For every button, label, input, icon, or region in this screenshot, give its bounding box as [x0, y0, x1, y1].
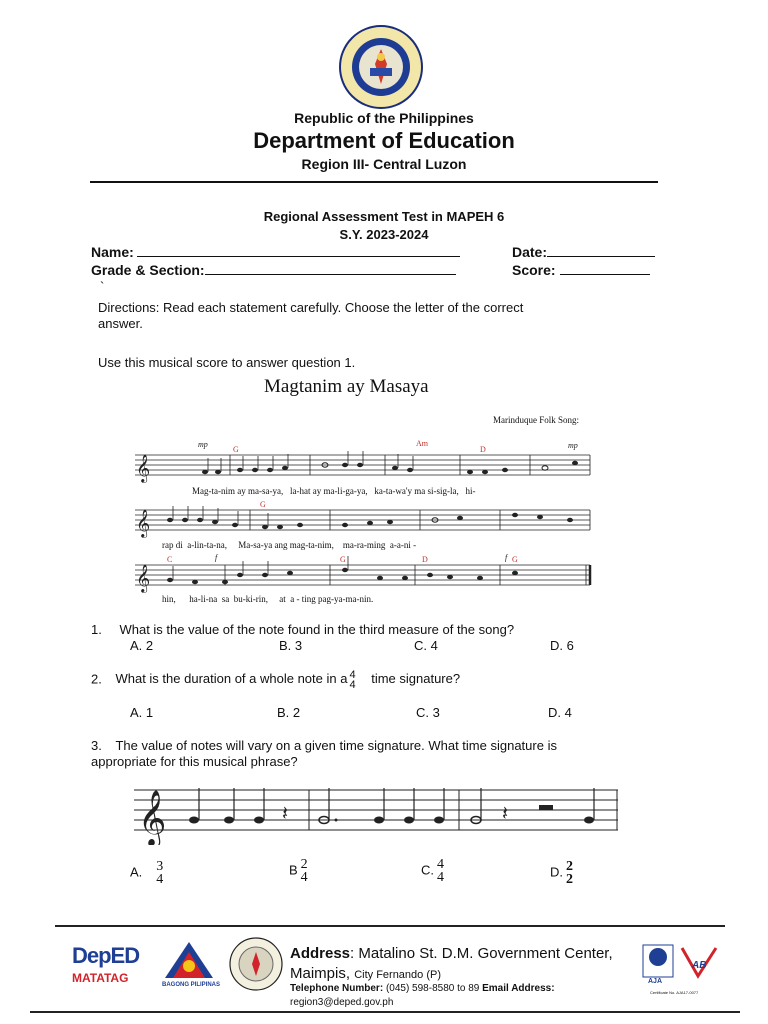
aja-text: AJA [648, 978, 663, 985]
certificate-number: Certificate No. AJA17-0077 [650, 990, 699, 995]
q1-choice-a[interactable]: A. 2 [130, 638, 154, 653]
footer-contact-line [290, 983, 555, 994]
q3-c-bottom: 4 [437, 870, 444, 885]
svg-text:AB: AB [692, 960, 707, 971]
svg-text:𝄞: 𝄞 [136, 454, 151, 482]
stray-mark: ` [100, 279, 105, 294]
department-title: Department of Education [253, 128, 515, 153]
song-title: Magtanim ay Masaya [264, 376, 429, 397]
svg-text:𝄽: 𝄽 [282, 801, 289, 825]
date-blank[interactable] [547, 244, 655, 257]
republic-text: Republic of the Philippines [294, 110, 474, 126]
svg-text:f: f [505, 553, 508, 562]
svg-text:G: G [340, 555, 346, 564]
q3-d-top: 2 [566, 859, 573, 874]
email-address[interactable]: region3@deped.gov.ph [290, 997, 394, 1008]
svg-text:𝄽: 𝄽 [502, 801, 509, 825]
deped-footer-seal [228, 936, 284, 992]
footer-address-line-1 [290, 945, 613, 962]
svg-text:mp: mp [198, 440, 208, 449]
svg-text:G: G [512, 555, 518, 564]
matatag-wordmark: MATATAG [72, 971, 129, 985]
address-line-1: : Matalino St. D.M. Government Center, [350, 945, 613, 962]
q3-b-letter: B [289, 862, 298, 878]
directions-text: Directions: Read each statement carefully. Choose the letter of the correct answer. [98, 300, 524, 331]
svg-text:𝄞: 𝄞 [136, 509, 151, 537]
test-title: Regional Assessment Test in MAPEH 6 [263, 209, 505, 224]
q3-a-top: 3 [156, 859, 164, 874]
svg-text:D: D [422, 555, 428, 564]
q3-choice-a[interactable] [130, 860, 166, 886]
musical-phrase [134, 780, 618, 845]
staff-3 [135, 565, 590, 585]
svg-text:G: G [233, 445, 239, 454]
header-divider [90, 181, 658, 183]
score-intro: Use this musical score to answer question 1. [98, 355, 356, 370]
q3-d-fraction [566, 860, 573, 886]
q3-c-fraction [437, 858, 444, 884]
q3-b-bottom: 4 [300, 870, 308, 885]
question-3 [91, 738, 591, 770]
region-text: Region III- Central Luzon [301, 156, 467, 172]
grade-label: Grade & Section: [91, 262, 205, 278]
uab-accreditation-icon [678, 944, 720, 980]
telephone-label: Telephone Number: [290, 983, 384, 994]
q3-choice-d[interactable] [550, 860, 576, 886]
phrase-rests [282, 801, 508, 825]
q3-d-bottom: 2 [566, 872, 573, 887]
lyrics-line-3: hin, ha-li-na sa bu-ki-rin, at a - ting pag-ya-ma-nin. [162, 594, 374, 604]
svg-text:C: C [167, 555, 173, 564]
frac-top: 4 [349, 669, 356, 681]
footer-address-line-2 [290, 965, 441, 982]
email-label: Email Address: [482, 983, 555, 994]
phrase-treble-clef: 𝄞 [138, 790, 167, 845]
phrase-stems [199, 788, 594, 820]
q3-a-fraction [156, 860, 163, 886]
song-origin: Marinduque Folk Song: [493, 415, 580, 425]
phrase-notes [189, 805, 594, 824]
q1-choice-d[interactable]: D. 6 [550, 638, 574, 653]
date-field [512, 244, 655, 260]
q3-c-top: 4 [437, 857, 444, 872]
city-text: City Fernando (P) [354, 969, 441, 981]
footer-bottom-rule [30, 1011, 740, 1013]
bagong-pilipinas-icon [163, 938, 215, 980]
q3-b-fraction [301, 858, 308, 884]
score-field [512, 262, 650, 278]
q2-choice-d[interactable]: D. 4 [548, 705, 572, 720]
name-blank[interactable] [137, 244, 460, 257]
q3-c-letter: C. [421, 862, 434, 878]
lyrics-line-2: rap di a-lin-ta-na, Ma-sa-ya ang mag-ta-nim, ma-ra-ming a-a-ni - [162, 540, 417, 550]
q2-choice-b[interactable]: B. 2 [277, 705, 301, 720]
address-line-2: Maimpis, [290, 965, 351, 982]
q3-d-letter: D. [550, 864, 563, 880]
q3-choice-c[interactable] [421, 858, 447, 884]
svg-text:𝄞: 𝄞 [136, 564, 151, 592]
treble-clefs [136, 454, 150, 593]
q3-b-top: 2 [300, 857, 308, 872]
telephone-number: (045) 598-8580 to 89 [385, 983, 480, 994]
name-field [91, 244, 460, 260]
question-1-number: 1. [91, 622, 102, 637]
q3-a-letter: A. [130, 864, 143, 880]
q1-choice-b[interactable]: B. 3 [279, 638, 303, 653]
question-3-text: The value of notes will vary on a given time signature. What time signature is appropriate for this musical phrase? [91, 738, 557, 769]
deped-wordmark: DepED [72, 943, 140, 968]
aja-certification-icon [642, 944, 674, 978]
music-score [130, 430, 600, 610]
lyrics-line-1: Mag-ta-nim ay ma-sa-ya, la-hat ay ma-li-ga-ya, ka-ta-wa'y ma si-sig-la, hi- [192, 486, 476, 496]
svg-text:D: D [480, 445, 486, 454]
score-blank[interactable] [560, 262, 650, 275]
q3-a-bottom: 4 [156, 872, 164, 887]
grade-field [91, 262, 456, 278]
svg-text:f: f [215, 553, 218, 562]
question-1-text: What is the value of the note found in the third measure of the song? [119, 622, 515, 637]
date-label: Date: [512, 244, 548, 260]
score-label: Score: [512, 262, 556, 278]
name-label: Name: [91, 244, 134, 260]
deped-seal-logo [338, 24, 424, 110]
question-2-number: 2. [91, 671, 102, 687]
question-3-number: 3. [91, 738, 102, 753]
deped-matatag-logo [72, 943, 150, 985]
svg-text:Am: Am [416, 439, 428, 448]
frac-bottom: 4 [349, 679, 356, 691]
q1-choice-c[interactable]: C. 4 [414, 638, 438, 653]
footer-top-rule [55, 925, 725, 927]
school-year: S.Y. 2023-2024 [339, 227, 429, 242]
grade-blank[interactable] [205, 262, 456, 275]
question-2 [91, 670, 460, 690]
address-label: Address [290, 945, 351, 962]
q2-choice-a[interactable]: A. 1 [130, 705, 154, 720]
question-2-text-before: What is the duration of a whole note in a [115, 671, 348, 687]
question-2-text-after: time signature? [371, 671, 461, 687]
svg-text:G: G [260, 500, 266, 509]
question-1 [91, 622, 514, 637]
q2-choice-c[interactable]: C. 3 [416, 705, 440, 720]
svg-text:mp: mp [568, 441, 578, 450]
time-signature-fraction [349, 670, 355, 690]
q3-choice-b[interactable] [289, 858, 311, 884]
bagong-pilipinas-text: BAGONG PILIPINAS [162, 982, 221, 988]
